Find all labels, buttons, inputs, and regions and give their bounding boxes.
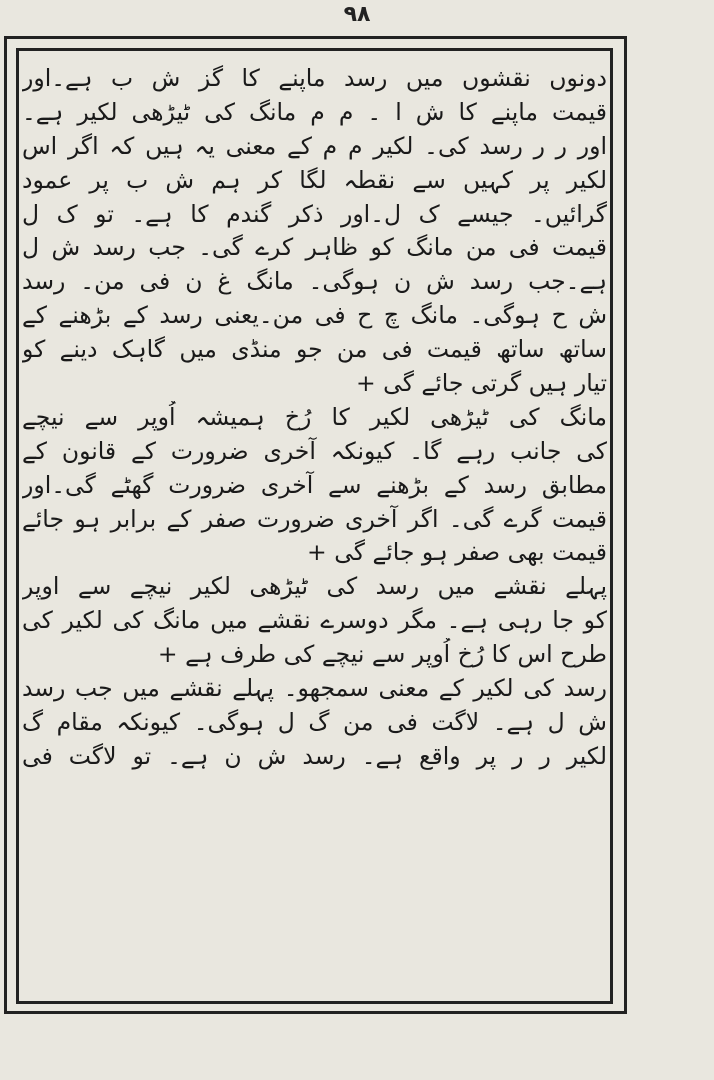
- text-line: پہلے نقشے میں رسد کی ٹیڑھی لکیر نیچے سے اوپر: [22, 572, 607, 601]
- text-line: دونوں نقشوں میں رسد ماپنے کا گز ش ب ہے۔اور: [22, 64, 607, 92]
- text-line: تیار ہیں گرتی جائے گی +: [356, 369, 607, 398]
- text-line: لکیر پر کہیں سے نقطہ لگا کر ہم ش ب پر عمود: [22, 165, 607, 194]
- page-number: ۹۸: [343, 2, 371, 27]
- text-line: قیمت فی من مانگ کو ظاہر کرے گی۔ جب رسد ش ل: [22, 233, 607, 262]
- text-line: ش ل ہے۔ لاگت فی من گ ل ہوگی۔ کیونکہ مقام گ: [22, 707, 607, 736]
- text-line: گرائیں۔ جیسے ک ل۔اور ذکر گندم کا ہے۔ تو ک ل: [22, 199, 607, 228]
- text-line: ساتھ ساتھ قیمت فی من جو منڈی میں گاہک دینے کو: [22, 335, 607, 364]
- text-line: ہے۔جب رسد ش ن ہوگی۔ مانگ غ ن فی من۔ رسد: [22, 267, 607, 296]
- text-line: مانگ کی ٹیڑھی لکیر کا رُخ ہمیشہ اُوپر سے نیچے: [22, 402, 607, 431]
- text-line: قیمت گرے گی۔ اگر آخری ضرورت صفر کے برابر ہو جائے: [22, 504, 607, 533]
- text-line: قیمت ماپنے کا ش ا ۔ م م مانگ کی ٹیڑھی لکیر ہے۔: [22, 97, 607, 126]
- text-line: مطابق رسد کے بڑھنے سے آخری ضرورت گھٹے گی۔اور: [22, 470, 607, 499]
- page-body-text: [22, 62, 607, 774]
- text-line: کی جانب رہے گا۔ کیونکہ آخری ضرورت کے قانون کے: [22, 436, 607, 465]
- text-line: ش ح ہوگی۔ مانگ چ ح فی من۔یعنی رسد کے بڑھنے کے: [22, 301, 607, 330]
- text-line: اور ر ر رسد کی۔ لکیر م م کے معنی یہ ہیں کہ اگر اس: [22, 131, 607, 160]
- text-line: لکیر ر ر پر واقع ہے۔ رسد ش ن ہے۔ تو لاگت فی: [22, 741, 607, 770]
- text-line: قیمت بھی صفر ہو جائے گی +: [307, 538, 607, 567]
- text-line: طرح اس کا رُخ اُوپر سے نیچے کی طرف ہے +: [157, 640, 607, 669]
- text-line: کو جا رہی ہے۔ مگر دوسرے نقشے میں مانگ کی لکیر کی: [22, 606, 607, 635]
- text-line: رسد کی لکیر کے معنی سمجھو۔ پہلے نقشے میں جب رسد: [22, 674, 607, 703]
